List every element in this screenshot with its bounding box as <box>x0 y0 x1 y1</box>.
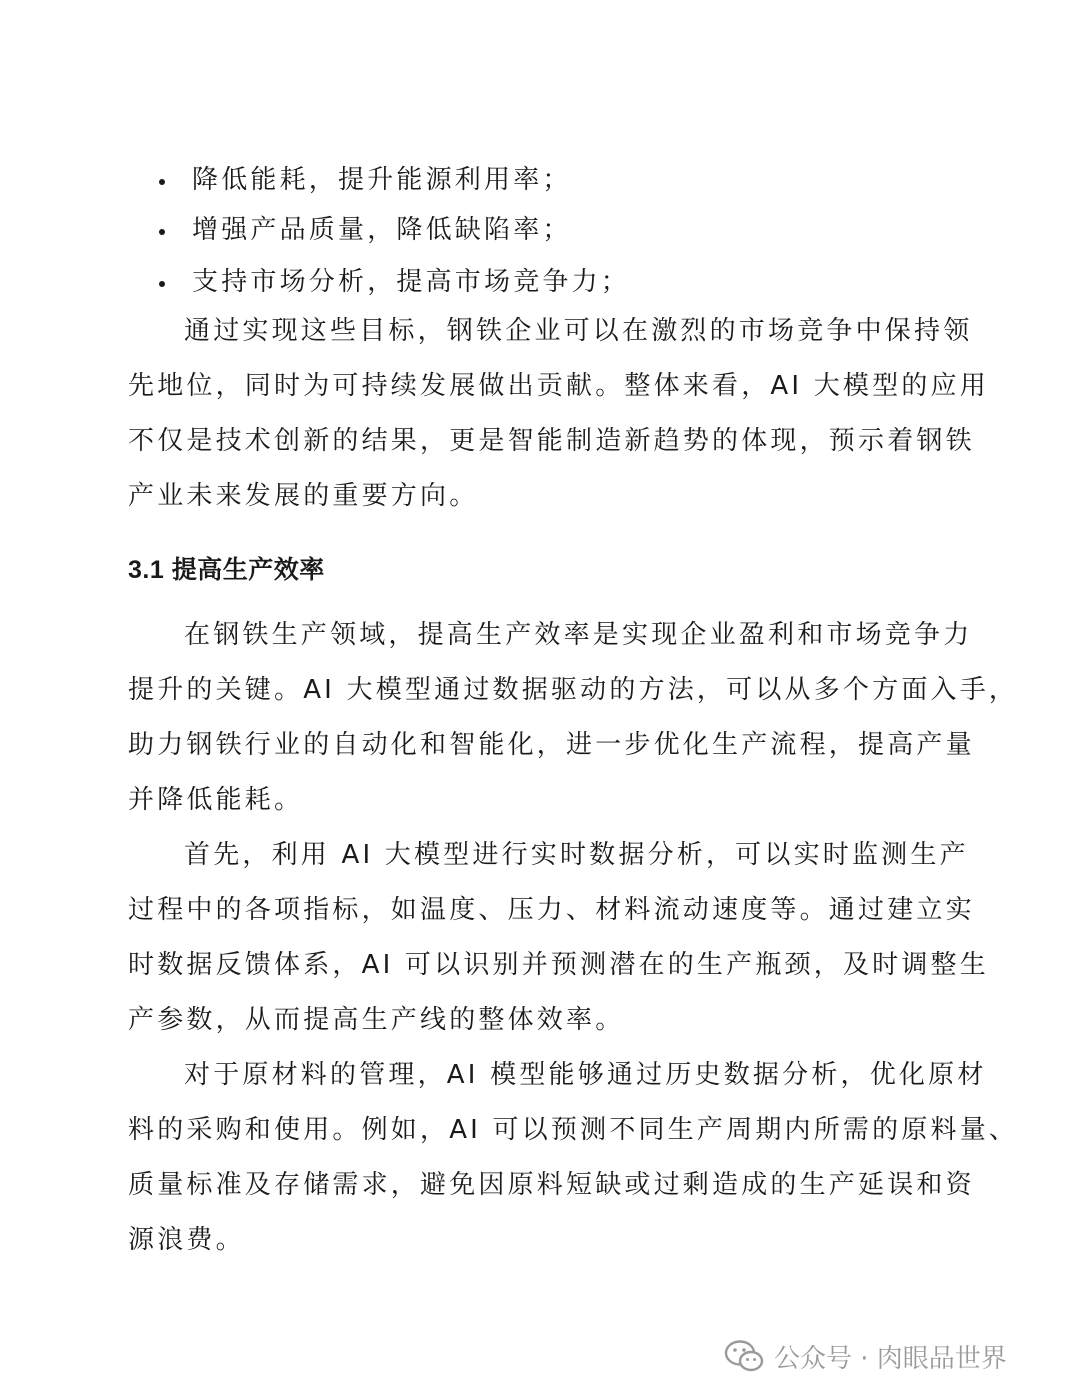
paragraph-line: 助力钢铁行业的自动化和智能化，进一步优化生产流程，提高产量 <box>128 730 975 760</box>
watermark <box>724 1336 1007 1376</box>
section-heading: 3.1 提高生产效率 <box>128 556 325 584</box>
paragraph-line: 产参数，从而提高生产线的整体效率。 <box>128 1005 625 1035</box>
paragraph-line: 并降低能耗。 <box>128 785 304 815</box>
bullet-item: 增强产品质量，降低缺陷率； <box>192 215 572 245</box>
paragraph-line: 质量标准及存储需求，避免因原料短缺或过剩造成的生产延误和资 <box>128 1170 975 1200</box>
bullet-dot <box>159 229 165 235</box>
paragraph-line: 源浪费。 <box>128 1225 245 1255</box>
paragraph-line: 不仅是技术创新的结果，更是智能制造新趋势的体现，预示着钢铁 <box>128 426 975 456</box>
paragraph-line: 在钢铁生产领域，提高生产效率是实现企业盈利和市场竞争力 <box>184 620 973 650</box>
watermark-text: 公众号 · 肉眼品世界 <box>774 1343 1007 1374</box>
paragraph-line: 过程中的各项指标，如温度、压力、材料流动速度等。通过建立实 <box>128 895 975 925</box>
wechat-icon <box>724 1339 764 1373</box>
bullet-item: 降低能耗，提升能源利用率； <box>192 165 572 195</box>
paragraph-line: 料的采购和使用。例如，AI 可以预测不同生产周期内所需的原料量、 <box>128 1115 1019 1145</box>
bullet-dot <box>159 179 165 185</box>
paragraph-line: 提升的关键。AI 大模型通过数据驱动的方法，可以从多个方面入手， <box>128 675 1019 705</box>
bullet-dot <box>159 281 165 287</box>
paragraph-line: 首先，利用 AI 大模型进行实时数据分析，可以实时监测生产 <box>184 840 969 870</box>
paragraph-line: 先地位，同时为可持续发展做出贡献。整体来看，AI 大模型的应用 <box>128 371 989 401</box>
paragraph-line: 通过实现这些目标，钢铁企业可以在激烈的市场竞争中保持领 <box>184 316 973 346</box>
bullet-item: 支持市场分析，提高市场竞争力； <box>192 267 631 297</box>
paragraph-line: 时数据反馈体系，AI 可以识别并预测潜在的生产瓶颈，及时调整生 <box>128 950 989 980</box>
paragraph-line: 产业未来发展的重要方向。 <box>128 481 479 511</box>
paragraph-line: 对于原材料的管理，AI 模型能够通过历史数据分析，优化原材 <box>184 1060 987 1090</box>
